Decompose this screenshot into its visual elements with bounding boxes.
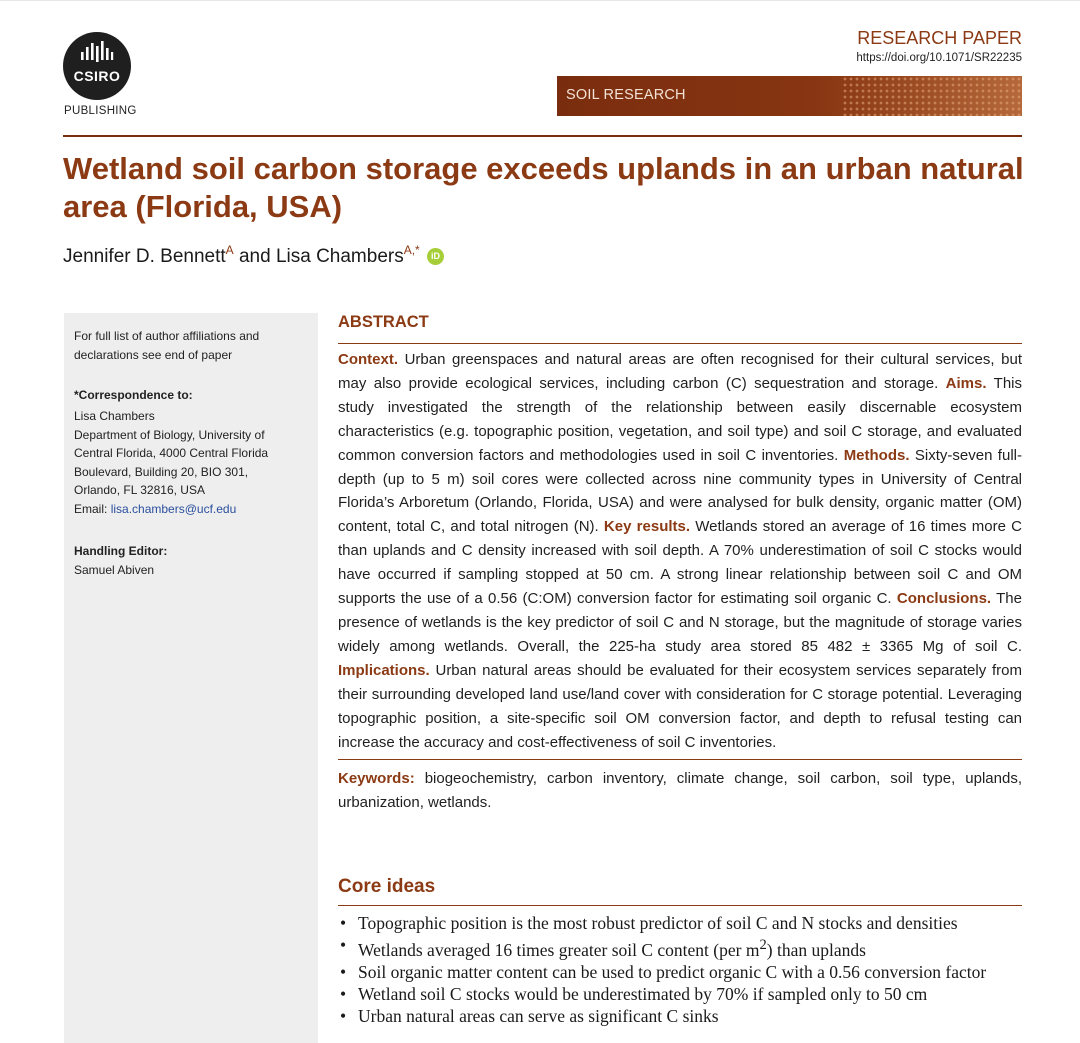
abstract-rule [338, 343, 1022, 344]
affiliation-marker: A [225, 243, 234, 257]
abstract-bottom-rule [338, 759, 1022, 760]
doi-link[interactable]: https://doi.org/10.1071/SR22235 [856, 52, 1022, 64]
banner-dot-pattern [842, 76, 1022, 116]
list-item-text: ) than uplands [766, 939, 866, 960]
abstract-heading: ABSTRACT [338, 313, 429, 331]
correspondence-line: Orlando, FL 32816, USA [74, 483, 205, 497]
conclusions-text: The presence of wetlands is the key predictor of soil C and N storage, but the magnitude of storage varies widely among wetlands. Overall, the 225-ha study area stored 85 482 ± 3365 Mg of soil C. [338, 590, 1022, 655]
correspondence-line: Boulevard, Building 20, BIO 301, [74, 464, 249, 479]
keywords-text: biogeochemistry, carbon inventory, climate change, soil carbon, soil type, uplands, urbanization, wetlands. [338, 770, 1022, 811]
results-label: Key results. [603, 518, 691, 536]
affiliations-note: For full list of author affiliations and declarations see end of paper [74, 329, 260, 362]
list-item-text: Wetlands averaged 16 times greater soil C content (per m [358, 939, 760, 960]
affiliation-marker: A,* [403, 243, 420, 257]
journal-name: SOIL RESEARCH [566, 87, 686, 103]
conclusions-label: Conclusions. [896, 590, 992, 608]
author-name[interactable]: Jennifer D. Bennett [63, 246, 226, 267]
editor-name: Samuel Abiven [74, 563, 155, 577]
list-item: • Wetland soil C stocks would be underestimated by 70% if sampled only to 50 cm [338, 983, 1028, 1005]
sidebar [64, 313, 318, 1043]
core-ideas-rule [338, 905, 1022, 906]
context-text: Urban greenspaces and natural areas are often recognised for their cultural services, but may also provide ecological services, including carbon (C) sequestration and storage. [338, 351, 1022, 392]
keywords [338, 767, 1022, 815]
email-line [74, 500, 310, 519]
results-text: Wetlands stored an average of 16 times more C than uplands and C density increased with soil depth. A 70% underestimation of soil C stocks would have occurred if sampling stopped at 50 cm. A strong linear relationship between soil C and OM supports the use of a 0.56 (C:OM) conversion factor for estimating soil organic C. [338, 518, 1022, 608]
aims-text: This study investigated the strength of the relationship between easily discernable ecosystem characteristics (e.g. topographic position, vegetation, and soil type) and soil C storage, and evaluated common conversion factors and methodologies used in soil C inventories. [338, 374, 1022, 464]
aims-label: Aims. [945, 374, 987, 392]
correspondence-line: Central Florida, 4000 Central Florida [74, 446, 269, 460]
core-ideas-list [338, 912, 1028, 1027]
list-item [338, 934, 1028, 961]
correspondence-line: Department of Biology, University of [74, 427, 265, 442]
author-conjunction: and [233, 246, 276, 267]
correspondence-heading: *Correspondence to: [74, 388, 193, 402]
article-title: Wetland soil carbon storage exceeds uplands in an urban natural area (Florida, USA) [63, 151, 1024, 224]
csiro-bars-icon [63, 40, 131, 62]
journal-banner [557, 76, 1022, 116]
list-item: • Topographic position is the most robust predictor of soil C and N stocks and densities [338, 912, 1028, 934]
publishing-label: PUBLISHING [64, 105, 137, 117]
author-line [63, 243, 444, 268]
email-label: Email: [74, 501, 111, 516]
editor-heading: Handling Editor: [74, 544, 168, 558]
context-label: Context. [338, 351, 398, 368]
abstract-body [338, 348, 1022, 754]
list-item: • Urban natural areas can serve as significant C sinks [338, 1005, 1028, 1027]
orcid-icon[interactable]: iD [427, 248, 444, 265]
csiro-logo [63, 32, 131, 100]
superscript: 2 [759, 937, 767, 953]
email-link[interactable]: lisa.chambers@ucf.edu [110, 501, 237, 516]
core-ideas-heading: Core ideas [338, 876, 436, 897]
logo-text: CSIRO [73, 68, 121, 84]
implications-label: Implications. [338, 661, 430, 679]
author-name[interactable]: Lisa Chambers [275, 246, 404, 267]
methods-text: Sixty-seven full-depth (up to 5 m) soil cores were collected across nine community types in University of Central Florida’s Arboretum (Orlando, Florida, USA) and were analysed for bulk density, organic matter (OM) content, total C, and total nitrogen (N). [338, 446, 1022, 536]
list-item: • Soil organic matter content can be used to predict organic C with a 0.56 conversion factor [338, 961, 1028, 983]
top-border [0, 0, 1080, 1]
correspondence-line: Lisa Chambers [74, 409, 155, 423]
implications-text: Urban natural areas should be evaluated for their ecosystem services separately from their surrounding developed land use/land cover with consideration for C storage potential. Leveraging topographic position, a site-specific soil OM conversion factor, and depth to refusal testing can increase the accuracy and cost-effectiveness of soil C inventories. [338, 661, 1022, 751]
keywords-label: Keywords: [338, 770, 415, 787]
correspondence-block [74, 407, 310, 518]
methods-label: Methods. [843, 446, 910, 464]
paper-type: RESEARCH PAPER [857, 28, 1022, 48]
header-rule [63, 135, 1022, 137]
